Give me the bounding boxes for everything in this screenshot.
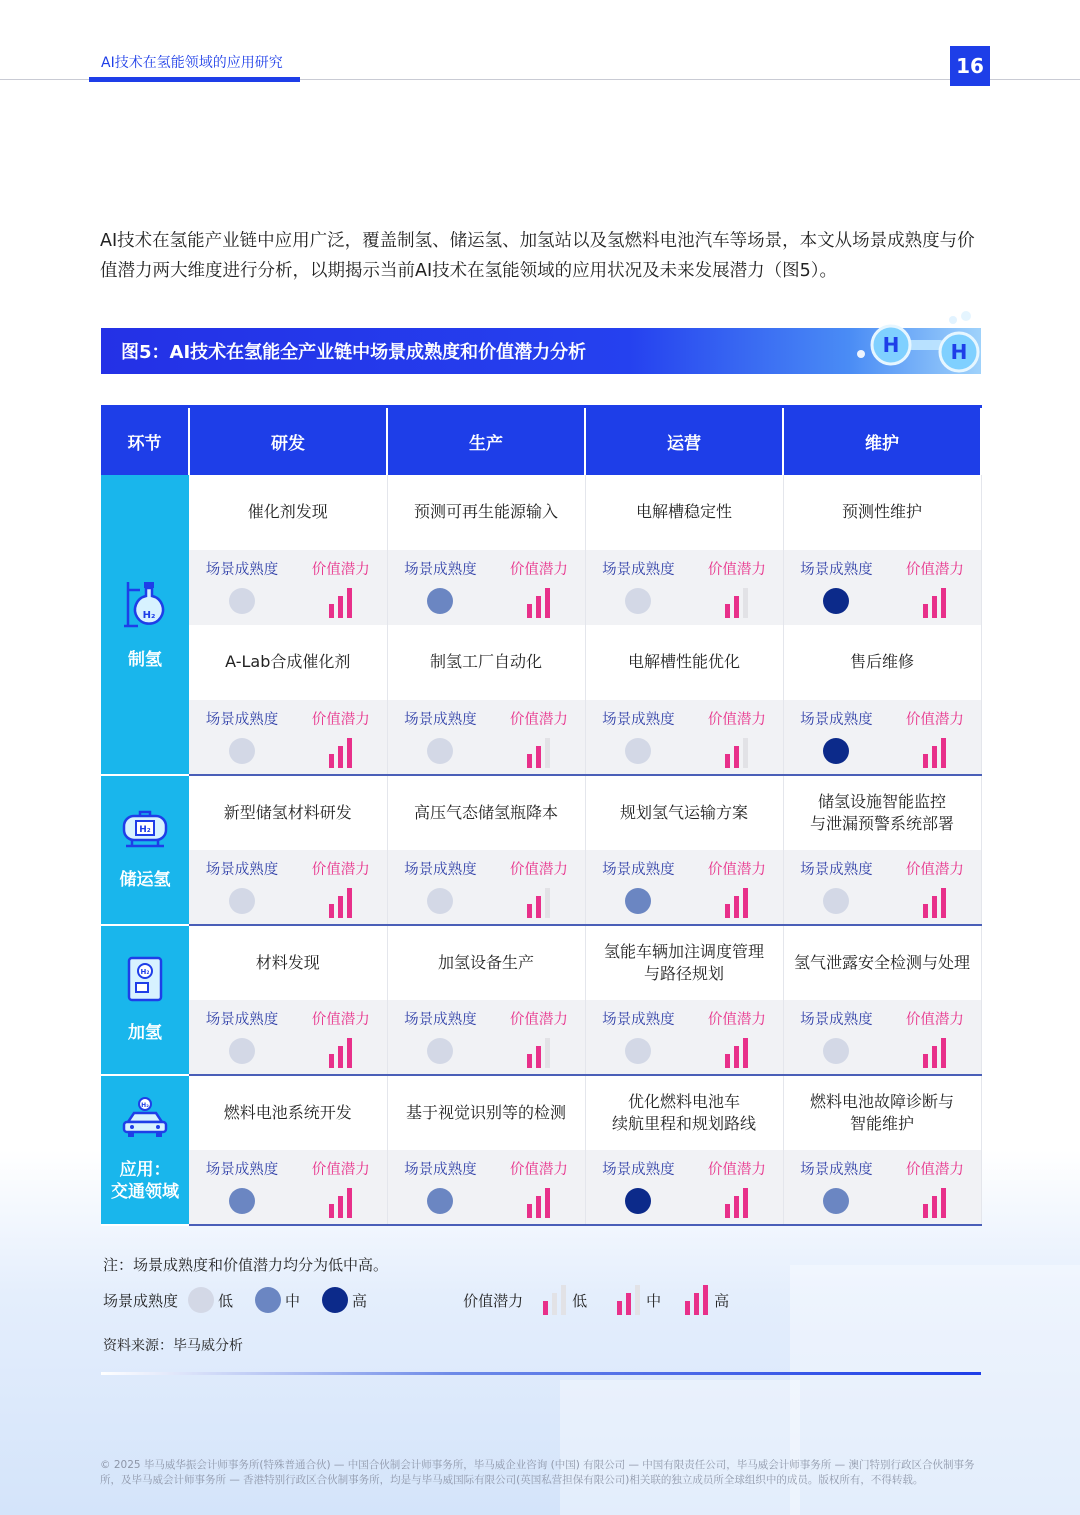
section-label: 储运氢: [119, 870, 171, 890]
value-bar: [329, 1204, 334, 1218]
value-bar: [338, 1196, 343, 1218]
maturity-dot-low: [427, 888, 453, 914]
scene-production: 制氢工厂自动化: [387, 625, 585, 700]
maturity-dot-mid: [625, 888, 651, 914]
metric-cell-operation: [585, 1150, 783, 1225]
maturity-dot-high: [625, 1188, 651, 1214]
legend-maturity-title: 场景成熟度: [103, 1291, 179, 1310]
value-bar: [941, 1188, 946, 1218]
svg-text:H₂: H₂: [141, 1102, 149, 1109]
maturity-label: 场景成熟度: [404, 1011, 477, 1028]
value-bars-mid: [725, 738, 748, 768]
value-bar: [347, 738, 352, 768]
metric-cell-operation: [585, 550, 783, 625]
hydrogen-car-icon: [120, 1096, 170, 1145]
metric-row: [101, 550, 981, 625]
legend-high-label: 高: [714, 1291, 730, 1310]
scene-rnd: 新型储氢材料研发: [189, 775, 387, 850]
scene-operation: 氢能车辆加注调度管理 与路径规划: [585, 925, 783, 1000]
section-cell: [101, 775, 189, 925]
value-bar: [536, 1196, 541, 1218]
legend: [103, 1286, 751, 1314]
maturity-label: 场景成熟度: [205, 561, 279, 578]
metric-cell-production: [387, 550, 585, 625]
maturity-dot-low: [625, 738, 651, 764]
figure-title-banner: [101, 328, 981, 374]
value-bar: [545, 1038, 550, 1068]
value-bar: [941, 738, 946, 768]
scene-row: [101, 775, 981, 850]
value-bars-high: [527, 588, 550, 618]
value-bar: [536, 896, 541, 918]
value-bars-mid: [527, 888, 550, 918]
value-label: 价值潜力: [509, 711, 568, 728]
maturity-dot-mid: [229, 1188, 255, 1214]
value-bar: [932, 746, 937, 768]
intro-paragraph: AI技术在氢能产业链中应用广泛，覆盖制氢、储运氢、加氢站以及氢燃料电池汽车等场景，本文从场景成熟度与价值潜力两大维度进行分析，以期揭示当前AI技术在氢能领域的应用状况及未来发展潜力（图5）。: [100, 231, 975, 281]
hydrogen-station-icon: [125, 955, 165, 1008]
legend-low-label: 低: [218, 1291, 234, 1310]
metric-cell-production: [387, 1150, 585, 1225]
maturity-dot-mid: [427, 1188, 453, 1214]
metric-row: [101, 1000, 981, 1075]
metric-cell-maintenance: [783, 550, 981, 625]
section-cell: [101, 475, 189, 775]
scene-row: [101, 625, 981, 700]
source-note: 资料来源：毕马威分析: [103, 1338, 243, 1354]
scene-row: [101, 475, 981, 550]
value-bar: [347, 1038, 352, 1068]
metric-row: [101, 700, 981, 775]
value-bar: [941, 588, 946, 618]
page-number: 16: [950, 46, 990, 86]
value-bar: [527, 754, 532, 768]
value-label: 价值潜力: [707, 1011, 766, 1028]
header-accent-bar: [89, 77, 300, 82]
maturity-dot-low: [823, 888, 849, 914]
value-bar: [725, 604, 730, 618]
value-bar: [734, 1196, 739, 1218]
value-bar: [329, 754, 334, 768]
value-label: 价值潜力: [311, 861, 370, 878]
value-bars-high: [923, 1038, 946, 1068]
metric-cell-operation: [585, 700, 783, 775]
value-bars-high: [527, 1188, 550, 1218]
section-cell: [101, 925, 189, 1075]
value-bar: [734, 896, 739, 918]
value-bar: [734, 746, 739, 768]
section-label: 加氢: [128, 1023, 162, 1043]
scene-operation: 规划氢气运输方案: [585, 775, 783, 850]
metric-cell-maintenance: [783, 1000, 981, 1075]
value-bar: [932, 896, 937, 918]
value-bar: [941, 888, 946, 918]
value-bar: [734, 1046, 739, 1068]
scene-maintenance: 售后维修: [783, 625, 981, 700]
legend-low-label: 低: [572, 1291, 588, 1310]
value-label: 价值潜力: [311, 1161, 370, 1178]
background-panel: [560, 1380, 800, 1515]
value-label: 价值潜力: [905, 861, 964, 878]
maturity-label: 场景成熟度: [205, 861, 279, 878]
legend-mid-label: 中: [285, 1291, 301, 1310]
value-bar: [329, 604, 334, 618]
table-note: 注：场景成熟度和价值潜力均分为低中高。: [103, 1256, 389, 1274]
value-bar: [536, 746, 541, 768]
maturity-label: 场景成熟度: [800, 861, 873, 878]
maturity-dot-mid: [823, 1188, 849, 1214]
hydrogen-molecule-icon: [851, 310, 981, 376]
scene-rnd: 燃料电池系统开发: [189, 1075, 387, 1150]
value-bars-mid: [527, 738, 550, 768]
value-bar: [338, 596, 343, 618]
svg-text:H: H: [950, 340, 968, 364]
svg-text:H₂: H₂: [139, 825, 151, 835]
value-bars-high: [329, 1188, 352, 1218]
value-label: 价值潜力: [707, 861, 766, 878]
value-bars-high: [329, 738, 352, 768]
value-bar: [545, 1188, 550, 1218]
value-bar: [347, 1188, 352, 1218]
value-bar: [923, 904, 928, 918]
value-bars-mid: [527, 1038, 550, 1068]
maturity-label: 场景成熟度: [404, 561, 477, 578]
legend-value-mid-bars: [617, 1285, 640, 1315]
maturity-dot-low: [625, 588, 651, 614]
svg-text:H₂: H₂: [142, 609, 156, 621]
maturity-label: 场景成熟度: [602, 1161, 675, 1178]
value-bar: [527, 904, 532, 918]
scene-rnd: A-Lab合成催化剂: [189, 625, 387, 700]
value-bars-high: [923, 1188, 946, 1218]
scene-operation: 优化燃料电池车 续航里程和规划路线: [585, 1075, 783, 1150]
value-bar: [725, 1204, 730, 1218]
value-bars-high: [923, 888, 946, 918]
value-bar: [527, 1054, 532, 1068]
metric-cell-production: [387, 850, 585, 925]
maturity-dot-mid: [427, 588, 453, 614]
maturity-dot-low: [229, 1038, 255, 1064]
maturity-label: 场景成熟度: [602, 861, 675, 878]
value-label: 价值潜力: [707, 1161, 766, 1178]
copyright-footer: © 2025 毕马威华振会计师事务所(特殊普通合伙) — 中国合伙制会计师事务所，毕马威企业咨询 (中国) 有限公司 — 中国有限责任公司，毕马威会计师事务所 — 澳门特别行政区合伙制事务所，及毕马威会计师事务所 — 香港特别行政区合伙制事务所，均是与毕马威国际有限公司(英国私营担保有限公司)相关联的独立成员所全球组织中的成员。版权所有，不得转载。: [100, 1459, 975, 1486]
maturity-dot-low: [229, 888, 255, 914]
value-label: 价值潜力: [905, 1161, 964, 1178]
legend-maturity-low-dot: [188, 1287, 214, 1313]
maturity-dot-low: [427, 1038, 453, 1064]
maturity-label: 场景成熟度: [205, 1161, 279, 1178]
section-label: 制氢: [128, 649, 162, 670]
value-bars-high: [923, 588, 946, 618]
maturity-dot-high: [823, 738, 849, 764]
scene-production: 预测可再生能源输入: [387, 475, 585, 550]
scene-production: 加氢设备生产: [387, 925, 585, 1000]
scene-maintenance: 燃料电池故障诊断与 智能维护: [783, 1075, 981, 1150]
metric-cell-maintenance: [783, 700, 981, 775]
maturity-dot-low: [229, 588, 255, 614]
scene-maintenance: 预测性维护: [783, 475, 981, 550]
value-label: 价值潜力: [905, 711, 964, 728]
metric-cell-production: [387, 700, 585, 775]
legend-high-label: 高: [352, 1291, 368, 1310]
value-bar: [923, 754, 928, 768]
legend-maturity-high-dot: [322, 1287, 348, 1313]
maturity-label: 场景成熟度: [205, 1011, 279, 1028]
value-bar: [527, 604, 532, 618]
value-bar: [743, 1038, 748, 1068]
section-label: 应用： 交通领域: [111, 1160, 179, 1202]
metric-cell-rnd: [189, 850, 387, 925]
maturity-label: 场景成熟度: [404, 711, 477, 728]
value-label: 价值潜力: [905, 561, 964, 578]
maturity-dot-low: [427, 738, 453, 764]
value-bar: [734, 596, 739, 618]
value-label: 价值潜力: [509, 1161, 568, 1178]
value-label: 价值潜力: [905, 1011, 964, 1028]
metric-row: [101, 850, 981, 925]
maturity-label: 场景成熟度: [602, 1011, 675, 1028]
value-label: 价值潜力: [509, 1011, 568, 1028]
value-bar: [725, 904, 730, 918]
value-bars-high: [329, 888, 352, 918]
legend-value-high-bars: [685, 1285, 708, 1315]
value-bar: [743, 1188, 748, 1218]
scene-rnd: 材料发现: [189, 925, 387, 1000]
value-bar: [338, 896, 343, 918]
value-bar: [743, 588, 748, 618]
maturity-dot-low: [625, 1038, 651, 1064]
metric-cell-production: [387, 1000, 585, 1075]
metric-cell-maintenance: [783, 1150, 981, 1225]
value-bar: [743, 888, 748, 918]
source-divider: [101, 1372, 981, 1375]
value-bars-mid: [725, 588, 748, 618]
hydrogen-flask-icon: [122, 578, 168, 635]
value-bars-high: [725, 1188, 748, 1218]
value-bar: [923, 1054, 928, 1068]
metric-row: [101, 1150, 981, 1225]
value-bar: [329, 904, 334, 918]
column-header-operation: 运营: [585, 407, 783, 475]
svg-text:H₂: H₂: [140, 968, 150, 976]
value-bar: [347, 888, 352, 918]
value-label: 价值潜力: [311, 1011, 370, 1028]
column-header-stage: 环节: [101, 407, 189, 475]
legend-maturity-mid-dot: [255, 1287, 281, 1313]
column-header-maintenance: 维护: [783, 407, 981, 475]
value-bar: [545, 738, 550, 768]
metric-cell-operation: [585, 850, 783, 925]
scene-maintenance: 储氢设施智能监控 与泄漏预警系统部署: [783, 775, 981, 850]
metric-cell-maintenance: [783, 850, 981, 925]
maturity-label: 场景成熟度: [800, 1161, 873, 1178]
value-bar: [932, 596, 937, 618]
value-bar: [527, 1204, 532, 1218]
value-bar: [743, 738, 748, 768]
value-bar: [338, 1046, 343, 1068]
value-label: 价值潜力: [509, 861, 568, 878]
legend-value-low-bars: [543, 1285, 566, 1315]
metric-cell-operation: [585, 1000, 783, 1075]
metric-cell-rnd: [189, 1150, 387, 1225]
value-bars-high: [923, 738, 946, 768]
section-cell: [101, 1075, 189, 1225]
maturity-label: 场景成熟度: [404, 1161, 477, 1178]
value-bars-high: [329, 588, 352, 618]
value-bar: [725, 754, 730, 768]
value-bar: [725, 1054, 730, 1068]
scene-operation: 电解槽性能优化: [585, 625, 783, 700]
value-label: 价值潜力: [311, 711, 370, 728]
value-bars-high: [329, 1038, 352, 1068]
value-label: 价值潜力: [707, 711, 766, 728]
value-bar: [923, 604, 928, 618]
value-bar: [338, 746, 343, 768]
value-bar: [923, 1204, 928, 1218]
value-label: 价值潜力: [311, 561, 370, 578]
metric-cell-rnd: [189, 1000, 387, 1075]
scene-operation: 电解槽稳定性: [585, 475, 783, 550]
metric-cell-rnd: [189, 700, 387, 775]
maturity-label: 场景成熟度: [800, 711, 873, 728]
maturity-label: 场景成熟度: [205, 711, 279, 728]
legend-mid-label: 中: [646, 1291, 662, 1310]
maturity-value-matrix: [101, 405, 982, 1226]
scene-rnd: 催化剂发现: [189, 475, 387, 550]
value-bar: [545, 888, 550, 918]
value-bar: [536, 596, 541, 618]
column-header-production: 生产: [387, 407, 585, 475]
scene-production: 高压气态储氢瓶降本: [387, 775, 585, 850]
value-bar: [941, 1038, 946, 1068]
maturity-dot-low: [229, 738, 255, 764]
maturity-dot-high: [823, 588, 849, 614]
maturity-label: 场景成熟度: [602, 561, 675, 578]
value-bar: [932, 1046, 937, 1068]
value-bar: [932, 1196, 937, 1218]
metric-cell-rnd: [189, 550, 387, 625]
scene-row: [101, 1075, 981, 1150]
maturity-label: 场景成熟度: [800, 1011, 873, 1028]
figure-title: 图5：AI技术在氢能全产业链中场景成熟度和价值潜力分析: [121, 342, 587, 363]
scene-production: 基于视觉识别等的检测: [387, 1075, 585, 1150]
maturity-label: 场景成熟度: [404, 861, 477, 878]
scene-maintenance: 氢气泄露安全检测与处理: [783, 925, 981, 1000]
value-bars-high: [725, 888, 748, 918]
value-bar: [347, 588, 352, 618]
value-label: 价值潜力: [707, 561, 766, 578]
value-bar: [329, 1054, 334, 1068]
legend-value-title: 价值潜力: [463, 1291, 524, 1310]
maturity-dot-low: [823, 1038, 849, 1064]
column-header-rnd: 研发: [189, 407, 387, 475]
scene-row: [101, 925, 981, 1000]
value-bar: [545, 588, 550, 618]
svg-text:H: H: [882, 333, 900, 357]
document-title: AI技术在氢能领域的应用研究: [101, 55, 283, 71]
maturity-label: 场景成熟度: [800, 561, 873, 578]
hydrogen-tank-icon: [120, 808, 170, 855]
maturity-label: 场景成熟度: [602, 711, 675, 728]
value-label: 价值潜力: [509, 561, 568, 578]
value-bars-high: [725, 1038, 748, 1068]
value-bar: [536, 1046, 541, 1068]
